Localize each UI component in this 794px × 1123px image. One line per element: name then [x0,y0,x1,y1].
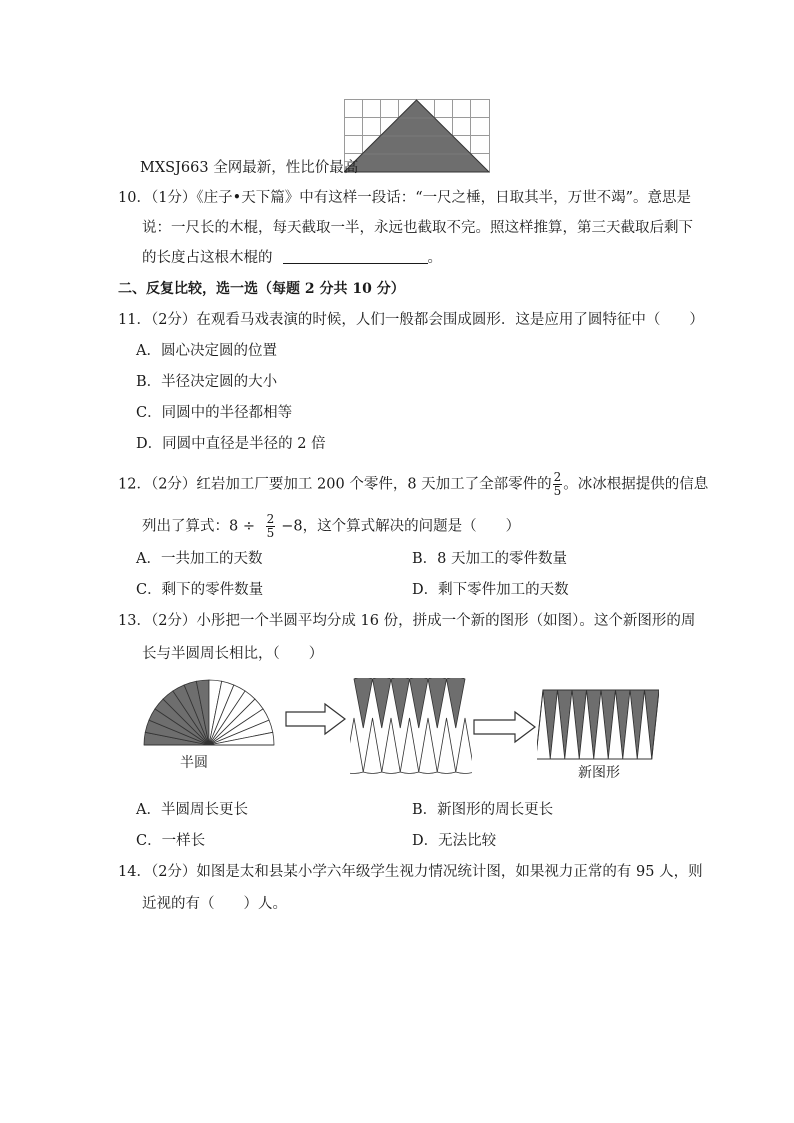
white-sector [363,718,382,774]
fraction-numerator: 2 [266,512,275,526]
q12-line2-prefix: 列出了算式：8 ÷ [142,518,255,535]
white-sector [456,718,472,774]
shaded-sector [354,678,373,728]
top-figure-caption: MXSJ663 全网最新，性比价最高 [140,160,359,176]
q13-line1: 13．（2分）小彤把一个半圆平均分成 16 份，拼成一个新的图形（如图）。这个新图形的周 [118,613,696,629]
q13-option-d: D．无法比较 [412,833,497,849]
q12-line2 [142,513,520,540]
q14-line2: 近视的有（ ）人。 [142,896,287,912]
semicircle-figure [142,678,276,748]
white-sector [437,718,456,774]
new-shape-label: 新图形 [578,765,620,781]
fraction-denominator: 5 [266,526,275,540]
q10-line3 [142,248,442,268]
fraction-denominator: 5 [553,484,562,498]
q12-option-c: C．剩下的零件数量 [136,582,264,598]
q11-stem: 11．（2分）在观看马戏表演的时候，人们一般都会围成圆形．这是应用了圆特征中（ ） [118,312,704,328]
q11-option-d: D．同圆中直径是半径的 2 倍 [136,436,326,452]
q13-line2: 长与半圆周长相比，（ ） [142,646,324,662]
q10-line1: 10．（1分）《庄子•天下篇》中有这样一段话：“一尺之棰，日取其半，万世不竭”。意思是 [118,190,692,206]
split-sectors-figure [350,678,472,774]
section-title: 二、反复比较，选一选（每题 2 分共 10 分） [118,281,405,297]
white-sector [400,718,419,774]
new-shape-figure [537,689,659,761]
shaded-sector [391,678,410,728]
q12-stem-suffix: 。冰冰根据提供的信息 [563,476,709,493]
q14-line1: 14．（2分）如图是太和县某小学六年级学生视力情况统计图，如果视力正常的有 95 人，则 [118,864,703,880]
arrow-right-icon [285,702,347,736]
q10-line3-prefix: 的长度占这根木棍的 [142,250,273,266]
shaded-sector [373,678,392,728]
answer-blank[interactable] [283,249,428,264]
q11-option-a: A．圆心决定圆的位置 [136,343,277,359]
white-sector [382,718,401,774]
q12-option-d: D．剩下零件加工的天数 [412,582,569,598]
grid-triangle-figure [344,99,490,173]
q12-option-b: B．8 天加工的零件数量 [412,551,567,567]
shaded-sector [410,678,429,728]
fraction [266,513,276,540]
q10-line3-suffix: 。 [427,250,442,266]
white-sector [419,718,438,774]
q10-line2: 说：一尺长的木棍，每天截取一半，永远也截取不完。照这样推算，第三天截取后剩下 [142,220,693,236]
q12-line2-suffix: −8，这个算式解决的问题是（ ） [281,518,521,535]
q12-stem [118,471,708,498]
q13-option-a: A．半圆周长更长 [136,802,248,818]
q12-option-a: A．一共加工的天数 [136,551,263,567]
q11-option-c: C．同圆中的半径都相等 [136,405,293,421]
arrow-right-icon [473,710,537,744]
fraction-numerator: 2 [553,470,562,484]
white-sector [350,718,363,774]
q12-stem-prefix: 12．（2分）红岩加工厂要加工 200 个零件，8 天加工了全部零件的 [118,476,552,493]
q13-option-b: B．新图形的周长更长 [412,802,554,818]
q11-option-b: B．半径决定圆的大小 [136,374,278,390]
semicircle-label: 半圆 [180,755,208,771]
q13-option-c: C．一样长 [136,833,206,849]
fraction [553,471,563,498]
shaded-sector [447,678,466,728]
shaded-sector [428,678,447,728]
